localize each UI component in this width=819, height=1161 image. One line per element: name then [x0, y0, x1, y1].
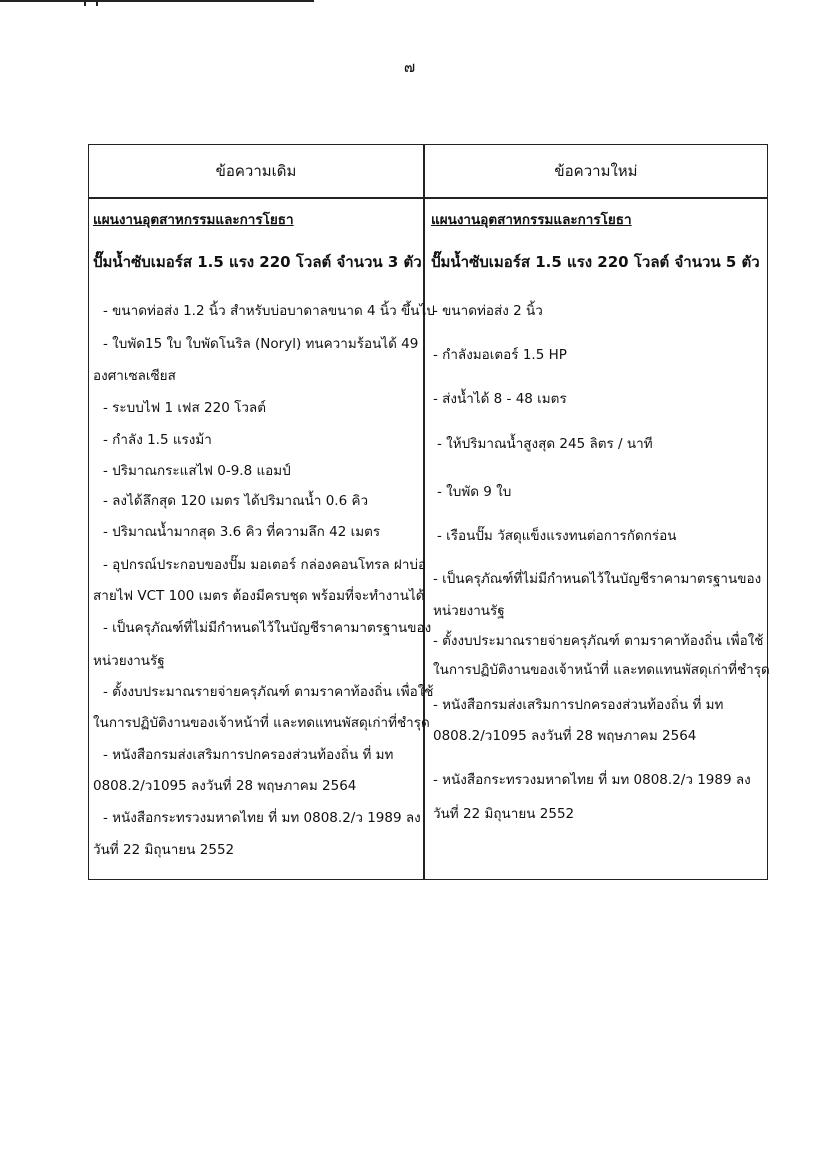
right-line: - หนังสือกรมส่งเสริมการปกครองส่วนท้องถิ่น ที่ มท [433, 697, 724, 713]
right-section-heading: แผนงานอุตสาหกรรมและการโยธา [431, 212, 632, 228]
left-line: - หนังสือกระทรวงมหาดไทย ที่ มท 0808.2/ว 1989 ลง [103, 810, 421, 826]
right-line: - ส่งน้ำได้ 8 - 48 เมตร [433, 391, 567, 407]
header-divider [89, 197, 767, 199]
left-line: - ปริมาณน้ำมากสุด 3.6 คิว ที่ความลึก 42 เมตร [103, 524, 381, 540]
right-line: - กำลังมอเตอร์ 1.5 HP [433, 347, 567, 363]
page-number: ๗ [403, 58, 416, 76]
left-item-title: ปั๊มน้ำซับเมอร์ส 1.5 แรง 220 โวลต์ จำนวน 3 ตัว [93, 253, 422, 271]
left-line: - เป็นครุภัณฑ์ที่ไม่มีกำหนดไว้ในบัญชีราคามาตรฐานของ [103, 620, 432, 636]
left-line: - ลงได้ลึกสุด 120 เมตร ได้ปริมาณน้ำ 0.6 คิว [103, 493, 369, 509]
left-line: - กำลัง 1.5 แรงม้า [103, 432, 212, 448]
right-line: - เรือนปั๊ม วัสดุแข็งแรงทนต่อการกัดกร่อน [437, 528, 677, 544]
right-line: - ให้ปริมาณน้ำสูงสุด 245 ลิตร / นาที [437, 436, 653, 452]
right-line: 0808.2/ว1095 ลงวันที่ 28 พฤษภาคม 2564 [433, 728, 697, 744]
right-line: - หนังสือกระทรวงมหาดไทย ที่ มท 0808.2/ว 1989 ลง [433, 772, 751, 788]
right-line: - ขนาดท่อส่ง 2 นิ้ว [433, 303, 543, 319]
left-line: - หนังสือกรมส่งเสริมการปกครองส่วนท้องถิ่น ที่ มท [103, 747, 394, 763]
left-line: ในการปฏิบัติงานของเจ้าหน้าที่ และทดแทนพัสดุเก่าที่ชำรุด [93, 715, 430, 731]
left-line: หน่วยงานรัฐ [93, 653, 165, 669]
comparison-table [88, 144, 768, 880]
top-tick [96, 0, 98, 6]
left-line: - อุปกรณ์ประกอบของปั๊ม มอเตอร์ กล่องคอนโทรล ฝาบ่อ [103, 557, 427, 573]
right-line: - ใบพัด 9 ใบ [437, 484, 512, 500]
header-old-text: ข้อความเดิม [215, 162, 297, 180]
right-line: ในการปฏิบัติงานของเจ้าหน้าที่ และทดแทนพัสดุเก่าที่ชำรุด [433, 662, 770, 678]
left-line: องศาเซลเซียส [93, 368, 176, 384]
left-line: - ขนาดท่อส่ง 1.2 นิ้ว สำหรับบ่อบาดาลขนาด 4 นิ้ว ขึ้นไป [103, 303, 435, 319]
left-section-heading: แผนงานอุตสาหกรรมและการโยธา [93, 212, 294, 228]
right-item-title: ปั๊มน้ำซับเมอร์ส 1.5 แรง 220 โวลต์ จำนวน 5 ตัว [431, 253, 760, 271]
left-line: 0808.2/ว1095 ลงวันที่ 28 พฤษภาคม 2564 [93, 778, 357, 794]
top-tick [84, 0, 86, 6]
column-divider [423, 145, 425, 879]
left-line: - ใบพัด15 ใบ ใบพัดโนริล (Noryl) ทนความร้อนได้ 49 [103, 336, 419, 352]
left-line: - ปริมาณกระแสไฟ 0-9.8 แอมป์ [103, 463, 291, 479]
right-line: หน่วยงานรัฐ [433, 603, 505, 619]
left-line: - ระบบไฟ 1 เฟส 220 โวลต์ [103, 400, 266, 416]
right-line: - ตั้งงบประมาณรายจ่ายครุภัณฑ์ ตามราคาท้องถิ่น เพื่อใช้ [433, 633, 764, 649]
left-line: - ตั้งงบประมาณรายจ่ายครุภัณฑ์ ตามราคาท้องถิ่น เพื่อใช้ [103, 684, 434, 700]
left-line: วันที่ 22 มิถุนายน 2552 [93, 842, 235, 858]
right-line: - เป็นครุภัณฑ์ที่ไม่มีกำหนดไว้ในบัญชีราคามาตรฐานของ [433, 571, 762, 587]
left-line: สายไฟ VCT 100 เมตร ต้องมีครบชุด พร้อมที่จะทำงานได้ [93, 588, 425, 604]
top-rule [0, 0, 314, 2]
right-line: วันที่ 22 มิถุนายน 2552 [433, 806, 575, 822]
header-new-text: ข้อความใหม่ [554, 162, 638, 180]
